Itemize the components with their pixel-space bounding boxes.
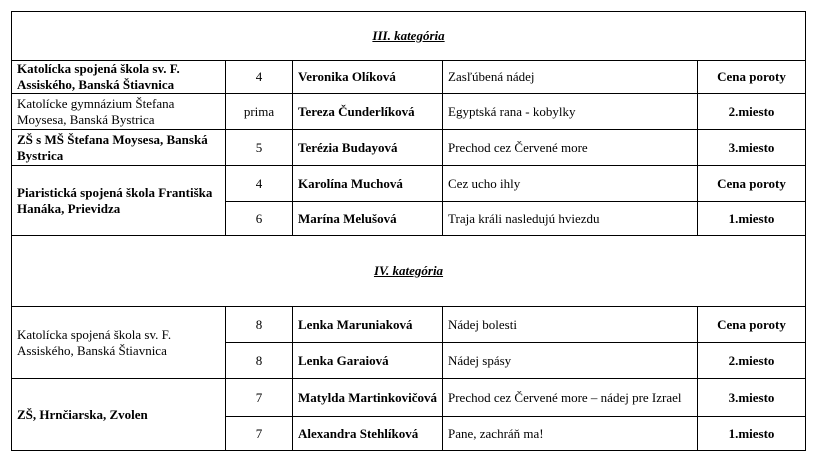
result-cell: Cena poroty [698,166,806,202]
result-cell: 1.miesto [698,417,806,451]
student-name-cell: Veronika Olíková [293,61,443,94]
table-row [12,61,806,94]
school-cell: Katolícka spojená škola sv. F. Assiského, Banská Štiavnica [12,61,226,94]
grade-cell: 8 [226,343,293,379]
student-name-cell: Terézia Budayová [293,130,443,166]
result-cell: 2.miesto [698,94,806,130]
school-cell: Katolícke gymnázium Štefana Moysesa, Banská Bystrica [12,94,226,130]
student-name-cell: Marína Melušová [293,202,443,236]
work-title-cell: Nádej spásy [443,343,698,379]
student-name-cell: Tereza Čunderlíková [293,94,443,130]
student-name-cell: Matylda Martinkovičová [293,379,443,417]
table-row [12,166,806,202]
result-cell: 2.miesto [698,343,806,379]
work-title-cell: Cez ucho ihly [443,166,698,202]
school-cell: Katolícka spojená škola sv. F. Assiského, Banská Štiavnica [12,307,226,379]
result-cell: 1.miesto [698,202,806,236]
work-title-cell: Egyptská rana - kobylky [443,94,698,130]
table-row [12,130,806,166]
work-title-cell: Traja králi nasledujú hviezdu [443,202,698,236]
category-title: III. kategória [12,12,806,61]
grade-cell: 4 [226,61,293,94]
table-row [12,307,806,343]
category-title: IV. kategória [12,236,806,307]
student-name-cell: Lenka Garaiová [293,343,443,379]
school-cell: Piaristická spojená škola Františka Hanáka, Prievidza [12,166,226,236]
student-name-cell: Karolína Muchová [293,166,443,202]
grade-cell: 4 [226,166,293,202]
result-cell: Cena poroty [698,61,806,94]
grade-cell: 8 [226,307,293,343]
result-cell: 3.miesto [698,130,806,166]
results-table [11,11,806,451]
category-header-row [12,236,806,307]
result-cell: 3.miesto [698,379,806,417]
result-cell: Cena poroty [698,307,806,343]
grade-cell: 7 [226,417,293,451]
school-cell: ZŠ s MŠ Štefana Moysesa, Banská Bystrica [12,130,226,166]
work-title-cell: Prechod cez Červené more [443,130,698,166]
student-name-cell: Lenka Maruniaková [293,307,443,343]
grade-cell: 5 [226,130,293,166]
work-title-cell: Zasľúbená nádej [443,61,698,94]
work-title-cell: Pane, zachráň ma! [443,417,698,451]
work-title-cell: Nádej bolesti [443,307,698,343]
student-name-cell: Alexandra Stehlíková [293,417,443,451]
table-row [12,94,806,130]
grade-cell: 6 [226,202,293,236]
table-row [12,379,806,417]
work-title-cell: Prechod cez Červené more – nádej pre Izrael [443,379,698,417]
category-header-row [12,12,806,61]
grade-cell: prima [226,94,293,130]
school-cell: ZŠ, Hrnčiarska, Zvolen [12,379,226,451]
grade-cell: 7 [226,379,293,417]
